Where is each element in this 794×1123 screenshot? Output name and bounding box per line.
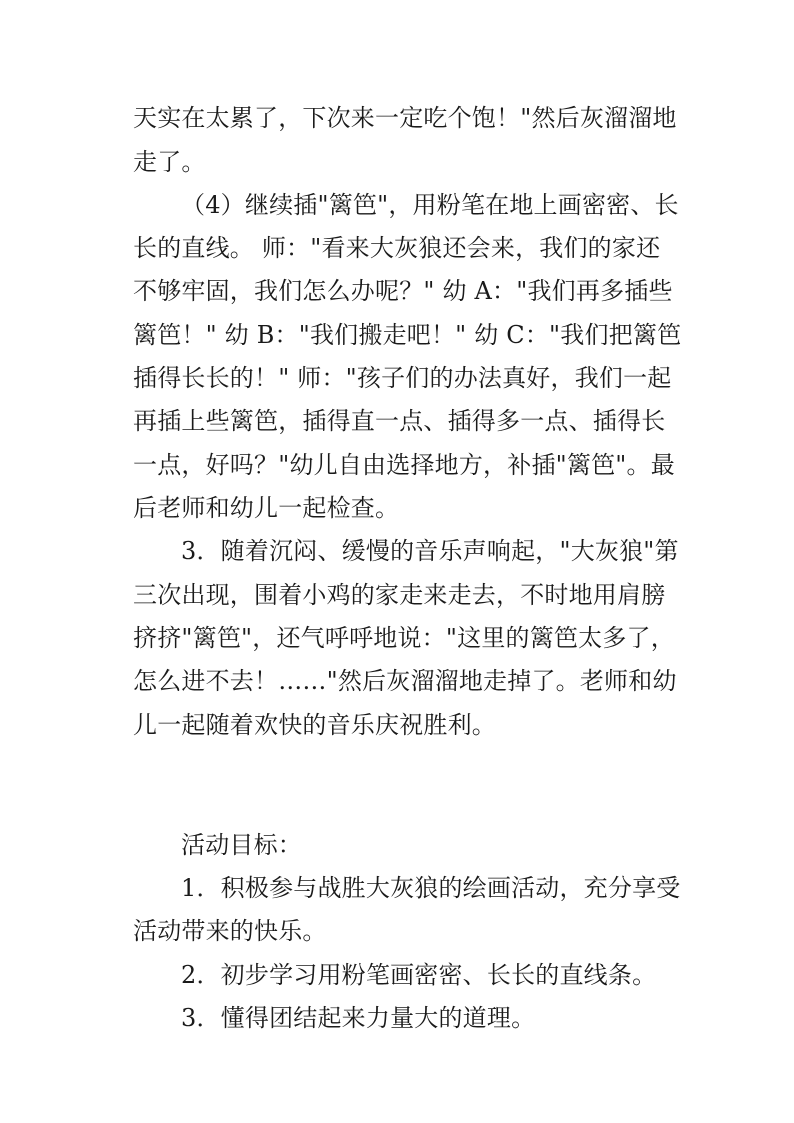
text-line-3: （4）继续插"篱笆"，用粉笔在地上画密密、长 — [181, 191, 679, 219]
text-line-15: 儿一起随着欢快的音乐庆祝胜利。 — [133, 711, 496, 739]
text-line-1: 天实在太累了，下次来一定吃个饱！"然后灰溜溜地 — [133, 104, 677, 132]
text-line-17: 1．积极参与战胜大灰狼的绘画活动，充分享受 — [181, 874, 681, 902]
text-line-11: 3．随着沉闷、缓慢的音乐声响起，"大灰狼"第 — [181, 537, 679, 565]
text-line-2: 走了。 — [133, 148, 206, 176]
text-line-13: 挤挤"篱笆"，还气呼呼地说："这里的篱笆太多了， — [133, 624, 675, 652]
text-line-20: 3．懂得团结起来力量大的道理。 — [181, 1004, 536, 1032]
text-line-19: 2．初步学习用粉笔画密密、长长的直线条。 — [181, 961, 657, 989]
text-line-4: 长的直线。 师："看来大灰狼还会来，我们的家还 — [133, 234, 661, 262]
text-line-9: 一点，好吗？"幼儿自由选择地方，补插"篱笆"。最 — [133, 451, 675, 479]
text-line-5: 不够牢固，我们怎么办呢？" 幼 A："我们再多插些 — [133, 277, 673, 305]
text-line-12: 三次出现，围着小鸡的家走来走去，不时地用肩膀 — [133, 581, 666, 609]
text-line-7: 插得长长的！" 师："孩子们的办法真好，我们一起 — [133, 364, 672, 392]
text-line-10: 后老师和幼儿一起检查。 — [133, 494, 400, 522]
text-line-8: 再插上些篱笆，插得直一点、插得多一点、插得长 — [133, 407, 666, 435]
text-line-6: 篱笆！" 幼 B："我们搬走吧！" 幼 C："我们把篱笆 — [133, 321, 682, 349]
text-line-14: 怎么进不去！……"然后灰溜溜地走掉了。老师和幼 — [133, 667, 677, 695]
text-line-18: 活动带来的快乐。 — [133, 917, 327, 945]
section-heading: 活动目标： — [181, 831, 302, 859]
